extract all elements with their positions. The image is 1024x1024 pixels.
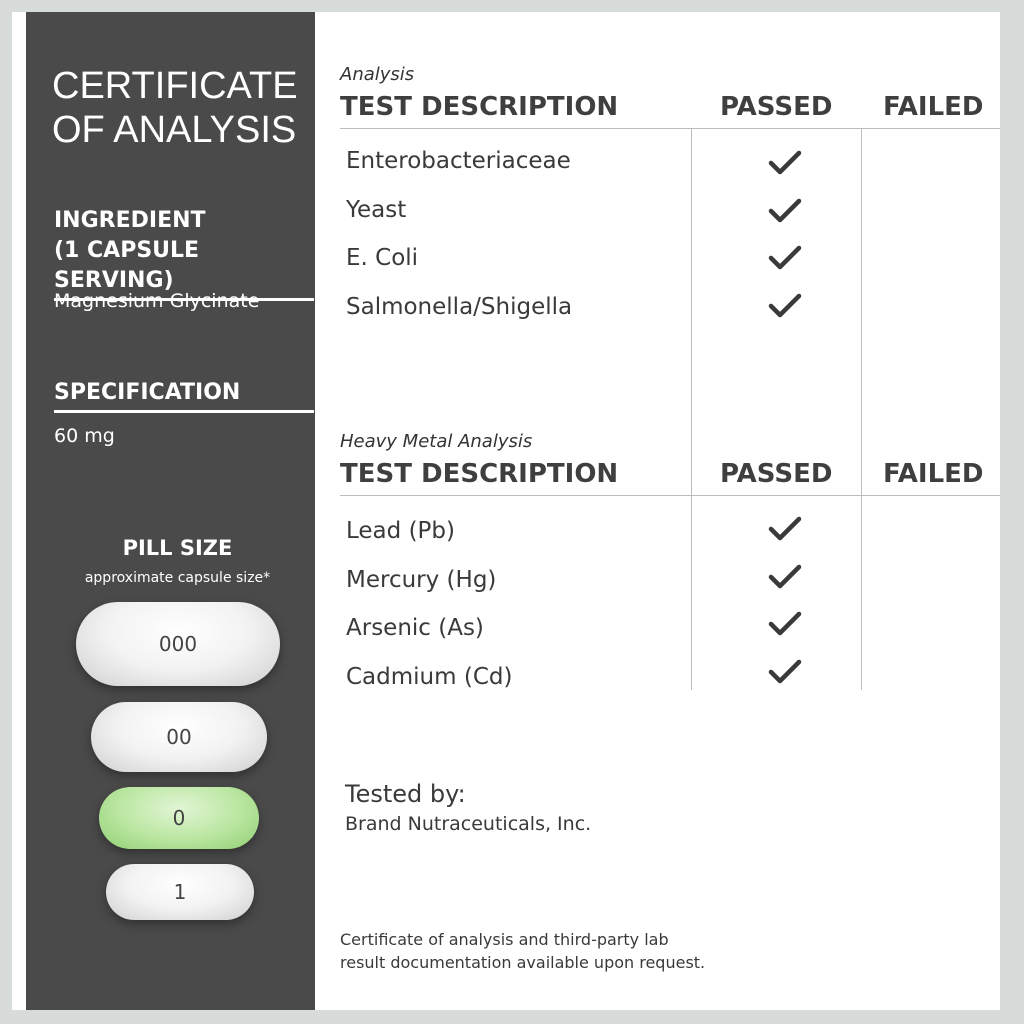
certificate-card [12, 12, 1000, 1010]
specification-heading-text: SPECIFICATION [54, 380, 241, 405]
analysis-col-test: TEST DESCRIPTION [340, 92, 619, 122]
check-icon [767, 609, 803, 639]
specification-heading [54, 378, 314, 413]
heavy-metal-row-label: Cadmium (Cd) [346, 664, 513, 690]
analysis-row-label: Enterobacteriaceae [346, 148, 571, 174]
heavy-metal-col-passed: PASSED [720, 459, 833, 489]
check-icon [767, 291, 803, 321]
footnote-line-1: Certificate of analysis and third-party lab [340, 930, 669, 949]
analysis-header-rule [340, 128, 1000, 129]
capsule-label: 000 [158, 632, 198, 656]
capsule-label: 0 [172, 806, 186, 830]
analysis-row-label: Salmonella/Shigella [346, 294, 573, 320]
ingredient-value: Magnesium Glycinate [54, 290, 260, 312]
title-line-2: OF ANALYSIS [52, 109, 297, 151]
capsule-000 [76, 602, 280, 686]
analysis-section-label: Analysis [340, 64, 415, 85]
heavy-metal-section-label: Heavy Metal Analysis [340, 431, 533, 452]
check-icon [767, 148, 803, 178]
column-divider-failed [861, 128, 862, 690]
heavy-metal-row-label: Lead (Pb) [346, 518, 455, 544]
check-icon [767, 562, 803, 592]
analysis-row-label: Yeast [346, 197, 407, 223]
analysis-col-passed: PASSED [720, 92, 833, 122]
pill-size-title: PILL SIZE [122, 536, 233, 560]
heavy-metal-header-rule [340, 495, 1000, 496]
sidebar [26, 12, 315, 1010]
column-divider-passed-2 [691, 495, 692, 690]
capsule-label: 1 [173, 880, 187, 904]
pill-size-note: approximate capsule size* [84, 570, 271, 586]
capsule-00 [91, 702, 267, 772]
ingredient-heading-line-2: (1 CAPSULE SERVING) [54, 238, 200, 293]
heavy-metal-row-label: Arsenic (As) [346, 615, 484, 641]
analysis-row-label: E. Coli [346, 245, 419, 271]
check-icon [767, 514, 803, 544]
analysis-col-failed: FAILED [883, 92, 984, 122]
specification-value: 60 mg [54, 425, 115, 447]
heavy-metal-col-test: TEST DESCRIPTION [340, 459, 619, 489]
analysis-panel [315, 12, 1000, 1010]
tested-by-value: Brand Nutraceuticals, Inc. [345, 813, 592, 835]
ingredient-heading [54, 206, 314, 301]
footnote [340, 928, 780, 974]
certificate-title [52, 64, 314, 152]
capsule-label: 00 [166, 725, 192, 749]
heavy-metal-row-label: Mercury (Hg) [346, 567, 497, 593]
column-divider-passed [691, 128, 692, 498]
heavy-metal-col-failed: FAILED [883, 459, 984, 489]
ingredient-heading-line-1: INGREDIENT [54, 208, 206, 233]
check-icon [767, 243, 803, 273]
title-line-1: CERTIFICATE [52, 65, 298, 107]
check-icon [767, 657, 803, 687]
check-icon [767, 196, 803, 226]
footnote-line-2: result documentation available upon request. [340, 953, 706, 972]
tested-by-label: Tested by: [345, 780, 466, 808]
capsule-1 [106, 864, 254, 920]
capsule-0 [99, 787, 259, 849]
